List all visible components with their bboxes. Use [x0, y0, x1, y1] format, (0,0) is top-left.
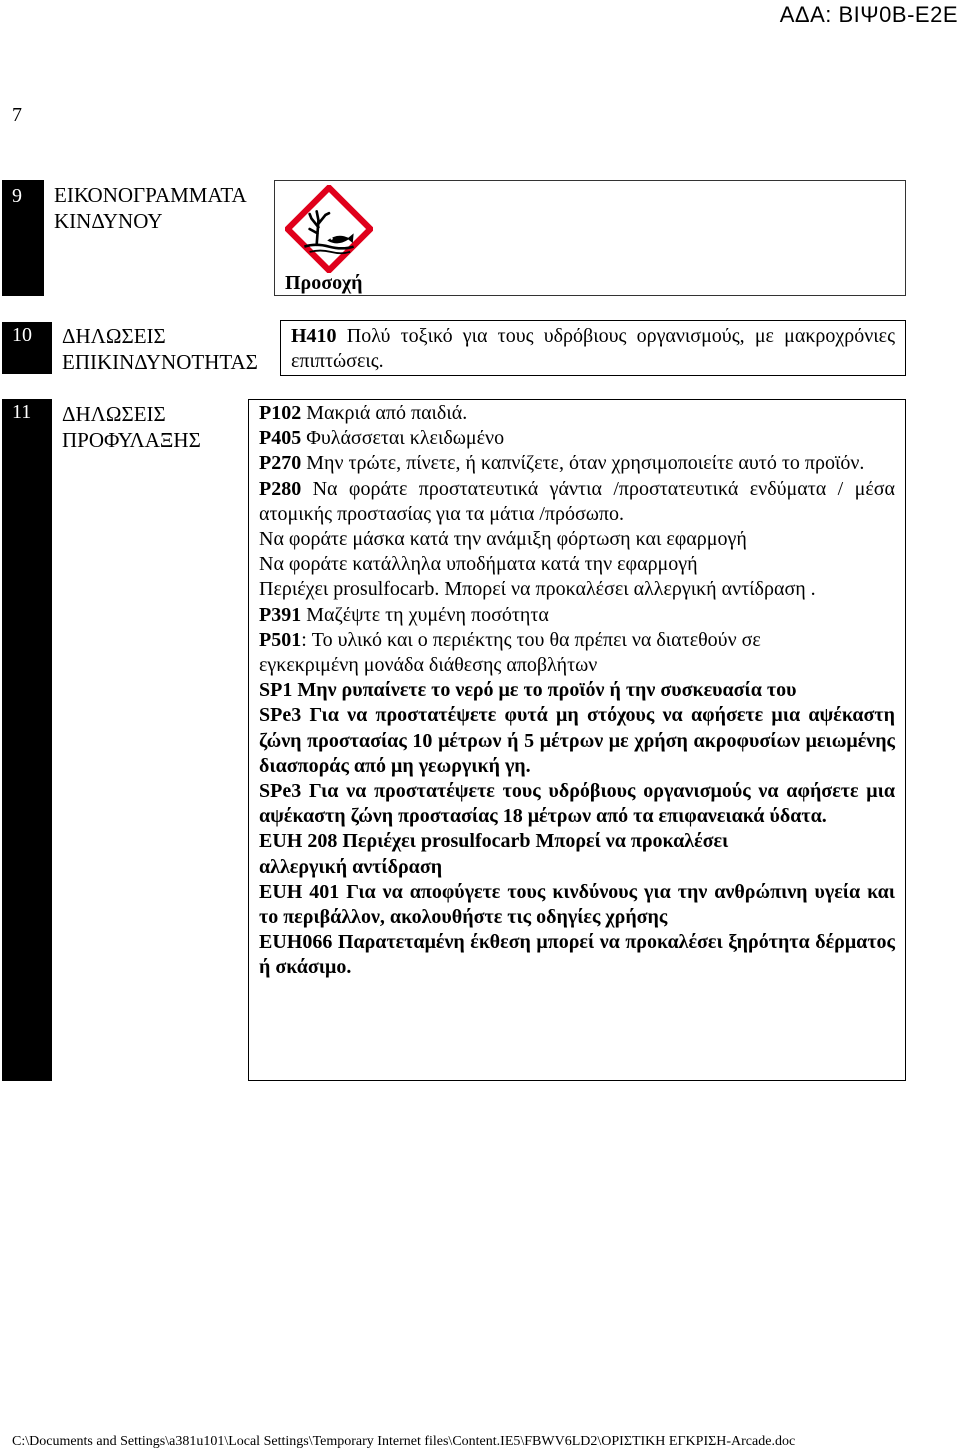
- statement-code: P102: [259, 402, 302, 424]
- euh401-statement: EUH 401 Για να αποφύγετε τους κινδύνους για την ανθρώπινη υγεία και το περιβάλλον, ακολουθήστε τις οδηγίες χρήσης: [259, 880, 895, 929]
- statement-text: : Το υλικό και ο περιέκτης του θα πρέπει να διατεθούν σε εγκεκριμένη μονάδα διάθεσης αποβλήτων: [259, 628, 761, 677]
- statement-text: Μαζέψτε τη χυμένη ποσότητα: [301, 603, 549, 626]
- spe3-plants-statement: SPe3 Για να προστατέψετε φυτά μη στόχους να αφήσετε μια αψέκαστη ζώνη προστασίας 10 μέτρων ή 5 μέτρων με χρήση ακροφυσίων μειωμένης διασποράς από μη γεωργική γη.: [259, 704, 895, 777]
- statement-text: Να φοράτε προστατευτικά γάντια /προστατευτικά ενδύματα / μέσα ατομικής προστασίας για τα μάτια /πρόσωπο.: [259, 477, 895, 525]
- section-11-label: ΔΗΛΩΣΕΙΣ ΠΡΟΦΥΛΑΞΗΣ: [62, 402, 201, 452]
- precaution-statement: [259, 426, 895, 451]
- statement-code: P501: [259, 628, 302, 651]
- hazard-statement: [291, 324, 895, 374]
- euh208-statement: EUH 208 Περιέχει prosulfocarb Μπορεί να προκαλέσει αλλεργική αντίδραση: [259, 830, 729, 878]
- hazard-statements-box: [280, 320, 906, 376]
- precaution-statement: [259, 401, 895, 426]
- section-10-label: ΔΗΛΩΣΕΙΣ ΕΠΙΚΙΝΔΥΝΟΤΗΤΑΣ: [62, 324, 258, 374]
- sp-statement: SP1 Μην ρυπαίνετε το νερό με το προϊόν ή την συσκευασία του: [259, 679, 797, 702]
- precaution-statement: [259, 603, 895, 628]
- precaution-statement: Να φοράτε κατάλληλα υποδήματα κατά την εφαρμογή: [259, 553, 698, 576]
- page-number: 7: [12, 104, 22, 126]
- statement-code: P280: [259, 477, 302, 500]
- statement-code: P270: [259, 452, 302, 475]
- statement-text: Μακριά από παιδιά.: [301, 402, 468, 424]
- section-9-label: ΕΙΚΟΝΟΓΡΑΜΜΑΤΑ ΚΙΝΔΥΝΟΥ: [54, 183, 246, 233]
- precaution-statement: [259, 451, 895, 476]
- statement-code: P391: [259, 603, 302, 626]
- precaution-statement: [259, 628, 819, 678]
- precaution-statement: Περιέχει prosulfocarb. Μπορεί να προκαλέσει αλλεργική αντίδραση .: [259, 578, 816, 601]
- statement-text: Πολύ τοξικό για τους υδρόβιους οργανισμούς, με μακροχρόνιες επιπτώσεις.: [291, 325, 895, 372]
- section-10-number: 10: [2, 322, 52, 374]
- ada-code: ΑΔΑ: ΒΙΨ0Β-Ε2Ε: [779, 2, 958, 27]
- statement-text: Φυλάσσεται κλειδωμένο: [301, 427, 505, 450]
- statement-code: H410: [291, 325, 337, 347]
- precautionary-statements-box: [248, 399, 906, 1081]
- section-9-number: 9: [2, 180, 44, 296]
- statement-text: Μην τρώτε, πίνετε, ή καπνίζετε, όταν χρησιμοποιείτε αυτό το προϊόν.: [301, 452, 865, 475]
- pictogram-box: [274, 180, 906, 296]
- precaution-statement: [259, 477, 895, 527]
- file-path-footer: C:\Documents and Settings\a381u101\Local Settings\Temporary Internet files\Content.IE5\FBWV6LD2\ΟΡΙΣΤΙΚΗ ΕΓΚΡΙΣΗ-Arcade.doc: [12, 1434, 796, 1449]
- section-11-number: 11: [2, 399, 52, 1081]
- statement-code: P405: [259, 427, 302, 450]
- ghs09-environment-hazard-icon: [285, 185, 373, 273]
- euh066-statement: EUH066 Παρατεταμένη έκθεση μπορεί να προκαλέσει ξηρότητα δέρματος ή σκάσιμο.: [259, 931, 895, 979]
- precaution-statement: Να φοράτε μάσκα κατά την ανάμιξη φόρτωση και εφαρμογή: [259, 528, 747, 551]
- signal-word: Προσοχή: [285, 272, 363, 294]
- spe3-aquatic-statement: SPe3 Για να προστατέψετε τους υδρόβιους οργανισμούς να αφήσετε μια αψέκαστη ζώνη προστασίας 18 μέτρων από τα επιφανειακά ύδατα.: [259, 780, 895, 828]
